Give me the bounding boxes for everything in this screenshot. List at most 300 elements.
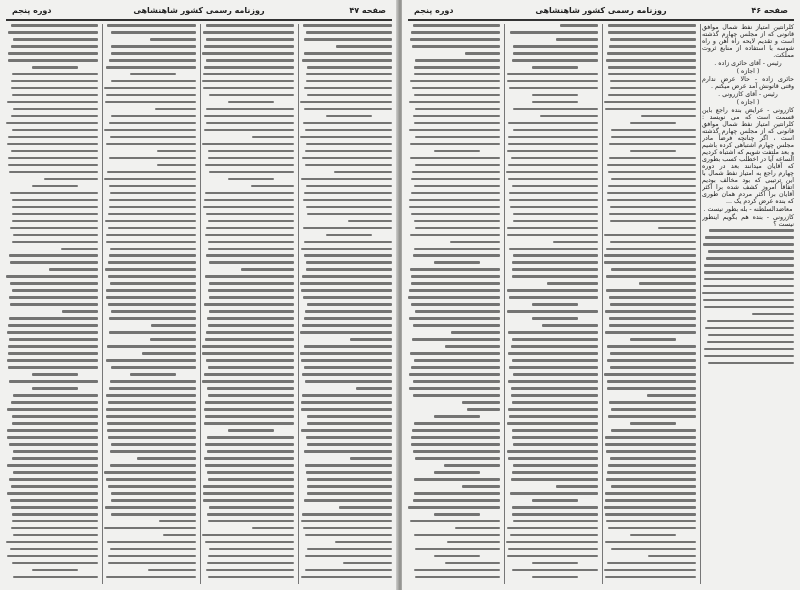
- text-line: [109, 206, 196, 209]
- text-line: [204, 129, 294, 132]
- text-line: [302, 324, 392, 327]
- text-line: [7, 143, 98, 146]
- text-line: [150, 338, 196, 341]
- text-line: [11, 506, 98, 509]
- text-line: [639, 282, 696, 285]
- text-line: [607, 471, 696, 474]
- text-line: [335, 541, 392, 544]
- text-column: [104, 24, 196, 584]
- text-line: [350, 457, 392, 460]
- text-line: [409, 199, 500, 202]
- text-line: [302, 373, 392, 376]
- text-line: [44, 178, 98, 181]
- text-line: [11, 401, 98, 404]
- text-line: [208, 478, 294, 481]
- text-line: [532, 562, 578, 565]
- text-line: [203, 206, 294, 209]
- text-line: [513, 254, 598, 257]
- text-line: [704, 355, 794, 358]
- header-rule: [6, 19, 392, 21]
- text-line: [608, 171, 696, 174]
- text-line: [10, 227, 98, 230]
- text-line: [206, 359, 294, 362]
- text-line: [204, 115, 294, 118]
- text-line: [301, 248, 392, 251]
- text-line: [604, 506, 696, 509]
- session-label: دوره پنجم: [12, 6, 52, 15]
- text-line: [306, 268, 392, 271]
- text-line: [547, 282, 598, 285]
- text-line: [605, 310, 696, 313]
- text-line: [206, 108, 294, 111]
- text-line: [307, 492, 392, 495]
- text-line: [303, 122, 392, 125]
- text-line: [228, 429, 274, 432]
- text-line: [12, 289, 98, 292]
- text-line: [507, 234, 598, 237]
- text-line: [304, 499, 392, 502]
- text-line: [705, 327, 794, 330]
- text-line: [444, 464, 500, 467]
- text-column: [408, 24, 500, 584]
- text-line: [606, 478, 696, 481]
- text-line: [110, 464, 196, 467]
- text-line: [513, 129, 598, 132]
- text-line: [108, 401, 196, 404]
- text-line: [607, 359, 696, 362]
- text-line: [111, 499, 196, 502]
- text-line: [301, 408, 392, 411]
- text-line: [508, 143, 598, 146]
- text-line: [7, 555, 98, 558]
- text-line: [205, 464, 294, 467]
- text-line: [9, 338, 98, 341]
- text-line: [206, 59, 294, 62]
- text-line: [412, 171, 500, 174]
- text-line: [9, 254, 98, 257]
- text-line: [205, 415, 294, 418]
- text-line: [607, 387, 696, 390]
- text-line: [512, 275, 598, 278]
- text-line: [8, 136, 98, 139]
- text-line: [208, 394, 294, 397]
- text-line: [203, 485, 294, 488]
- text-line: [302, 59, 392, 62]
- text-line: [12, 73, 98, 76]
- text-line: [301, 576, 392, 579]
- text-line: [611, 136, 696, 139]
- text-line: [307, 94, 392, 97]
- text-line: [208, 520, 294, 523]
- text-line: [607, 52, 696, 55]
- column-divider: [200, 24, 201, 584]
- text-line: [414, 94, 500, 97]
- text-line: [208, 150, 294, 153]
- text-line: [445, 345, 500, 348]
- text-line: [334, 171, 392, 174]
- text-column: [202, 24, 294, 584]
- text-line: [205, 234, 294, 237]
- text-line: [606, 450, 696, 453]
- text-line: [206, 24, 294, 27]
- text-line: [209, 506, 294, 509]
- text-lines: [702, 229, 794, 364]
- text-line: [707, 320, 794, 323]
- text-line: [609, 157, 696, 160]
- text-line: [208, 248, 294, 251]
- text-line: [300, 331, 392, 334]
- text-line: [409, 289, 501, 292]
- text-line: [12, 415, 98, 418]
- text-line: [307, 443, 392, 446]
- text-line: [207, 562, 294, 565]
- text-line: [708, 334, 794, 337]
- text-line: [106, 94, 196, 97]
- text-line: [607, 199, 696, 202]
- text-line: [302, 275, 392, 278]
- page-header: [6, 6, 392, 20]
- text-line: [12, 220, 98, 223]
- text-line: [110, 450, 196, 453]
- text-line: [410, 80, 500, 83]
- text-line: [12, 520, 98, 523]
- text-line: [409, 129, 500, 132]
- text-line: [108, 562, 196, 565]
- text-line: [451, 331, 500, 334]
- text-line: [12, 206, 98, 209]
- text-line: [304, 254, 392, 257]
- text-line: [111, 443, 196, 446]
- text-line: [9, 296, 98, 299]
- text-line: [305, 150, 392, 153]
- text-line: [11, 45, 98, 48]
- text-line: [110, 248, 196, 251]
- text-line: [414, 122, 500, 125]
- text-line: [412, 429, 500, 432]
- text-line: [209, 282, 294, 285]
- text-line: [512, 506, 598, 509]
- text-line: [410, 234, 500, 237]
- text-line: [305, 555, 392, 558]
- text-line: [630, 122, 676, 125]
- text-line: [108, 261, 196, 264]
- text-line: [208, 289, 294, 292]
- text-line: [412, 45, 500, 48]
- text-line: [301, 520, 392, 523]
- text-line: [411, 436, 500, 439]
- text-line: [13, 234, 98, 237]
- text-line: [607, 164, 696, 167]
- text-line: [604, 101, 696, 104]
- text-line: [32, 66, 78, 69]
- text-line: [110, 548, 196, 551]
- text-line: [306, 31, 392, 34]
- text-line: [610, 366, 696, 369]
- text-line: [302, 157, 392, 160]
- speaker-line: رئیس - آقای کازرونی .: [718, 91, 778, 98]
- text-line: [326, 115, 372, 118]
- text-line: [508, 164, 598, 167]
- text-line: [415, 108, 500, 111]
- text-line: [109, 122, 196, 125]
- text-line: [109, 59, 196, 62]
- text-line: [204, 199, 294, 202]
- text-line: [455, 527, 501, 530]
- right-page: [402, 0, 800, 590]
- text-line: [508, 380, 598, 383]
- text-line: [306, 471, 392, 474]
- text-line: [607, 345, 696, 348]
- text-line: [107, 171, 196, 174]
- text-line: [300, 282, 392, 285]
- text-column: [300, 24, 392, 584]
- text-line: [159, 520, 196, 523]
- text-line: [511, 394, 598, 397]
- text-line: [462, 401, 500, 404]
- text-line: [556, 485, 598, 488]
- text-line: [111, 45, 196, 48]
- text-line: [307, 303, 392, 306]
- text-line: [413, 450, 500, 453]
- text-line: [107, 24, 197, 27]
- text-line: [609, 317, 696, 320]
- text-line: [108, 555, 196, 558]
- text-line: [412, 338, 500, 341]
- text-line: [707, 341, 794, 344]
- text-line: [12, 457, 98, 460]
- text-line: [609, 143, 696, 146]
- newspaper-title: روزنامه رسمی کشور شاهنشاهی: [535, 6, 667, 15]
- text-line: [9, 317, 98, 320]
- text-line: [412, 87, 500, 90]
- text-line: [414, 478, 500, 481]
- text-line: [553, 241, 598, 244]
- text-line: [415, 310, 500, 313]
- text-line: [8, 31, 98, 34]
- text-line: [300, 352, 392, 355]
- text-line: [506, 171, 598, 174]
- text-line: [512, 338, 598, 341]
- text-line: [306, 206, 392, 209]
- text-line: [301, 429, 392, 432]
- text-line: [411, 192, 500, 195]
- text-line: [306, 185, 392, 188]
- session-label: دوره پنجم: [414, 6, 454, 15]
- text-line: [608, 94, 696, 97]
- text-line: [304, 38, 392, 41]
- text-line: [507, 80, 598, 83]
- text-line: [467, 408, 500, 411]
- text-line: [111, 31, 196, 34]
- text-line: [203, 492, 294, 495]
- text-line: [507, 450, 598, 453]
- text-line: [611, 485, 696, 488]
- text-line: [605, 492, 696, 495]
- text-line: [511, 345, 598, 348]
- text-line: [413, 394, 500, 397]
- text-line: [605, 443, 696, 446]
- text-line: [509, 192, 598, 195]
- text-line: [307, 478, 392, 481]
- text-line: [434, 150, 480, 153]
- text-line: [305, 164, 392, 167]
- text-line: [513, 373, 598, 376]
- text-line: [630, 150, 676, 153]
- text-line: [105, 220, 196, 223]
- text-line: [306, 143, 392, 146]
- text-column: [506, 24, 598, 584]
- text-line: [513, 464, 598, 467]
- text-line: [207, 513, 294, 516]
- text-line: [206, 331, 294, 334]
- text-line: [307, 415, 392, 418]
- text-line: [111, 310, 196, 313]
- text-line: [8, 157, 98, 160]
- text-line: [305, 534, 392, 537]
- text-line: [709, 229, 794, 232]
- text-line: [658, 227, 696, 230]
- text-line: [411, 178, 500, 181]
- text-line: [12, 199, 98, 202]
- text-line: [12, 213, 98, 216]
- text-line: [111, 52, 196, 55]
- text-line: [704, 348, 794, 351]
- text-line: [410, 38, 500, 41]
- text-line: [414, 248, 500, 251]
- text-line: [13, 471, 98, 474]
- text-line: [434, 471, 480, 474]
- text-line: [510, 206, 598, 209]
- text-line: [609, 296, 696, 299]
- text-line: [409, 101, 500, 104]
- text-column: [604, 24, 696, 584]
- text-line: [206, 213, 294, 216]
- text-line: [10, 548, 98, 551]
- text-line: [303, 24, 392, 27]
- text-line: [411, 443, 500, 446]
- text-line: [228, 101, 274, 104]
- permission-line: ( اجازه ): [736, 99, 760, 106]
- text-line: [604, 569, 696, 572]
- column-divider: [504, 24, 505, 584]
- text-line: [415, 457, 500, 460]
- text-line: [108, 485, 196, 488]
- text-line: [413, 115, 500, 118]
- text-line: [410, 143, 500, 146]
- text-line: [111, 80, 196, 83]
- text-line: [208, 241, 294, 244]
- paragraph: کازرونی - بنده هم بگویم اینطور نیست ؟: [702, 214, 794, 228]
- column-divider: [602, 24, 603, 584]
- text-line: [647, 394, 696, 397]
- text-line: [207, 450, 295, 453]
- text-line: [609, 324, 696, 327]
- text-line: [512, 436, 598, 439]
- text-line: [208, 555, 294, 558]
- text-line: [508, 122, 598, 125]
- text-line: [630, 422, 676, 425]
- text-line: [410, 268, 500, 271]
- text-line: [305, 380, 392, 383]
- text-line: [356, 387, 392, 390]
- text-line: [611, 178, 696, 181]
- text-line: [409, 206, 500, 209]
- text-line: [509, 199, 598, 202]
- text-line: [8, 59, 98, 62]
- text-line: [306, 80, 392, 83]
- text-line: [204, 45, 294, 48]
- text-line: [228, 178, 274, 181]
- page-number: صفحه ۴۷: [349, 6, 386, 15]
- text-line: [304, 450, 392, 453]
- text-line: [12, 241, 98, 244]
- text-line: [414, 185, 500, 188]
- text-line: [8, 164, 98, 167]
- text-line: [512, 359, 598, 362]
- text-line: [10, 261, 98, 264]
- text-line: [513, 45, 598, 48]
- text-line: [252, 527, 294, 530]
- text-line: [507, 150, 598, 153]
- text-line: [204, 373, 294, 376]
- text-line: [208, 324, 294, 327]
- text-line: [348, 220, 392, 223]
- text-line: [203, 73, 294, 76]
- text-line: [608, 464, 696, 467]
- paragraph: حائری زاده - حالا عرض ندارم وقتی قانونش آمد عرض میکنم .: [702, 76, 794, 90]
- text-line: [510, 492, 598, 495]
- text-line: [415, 548, 500, 551]
- text-line: [305, 569, 392, 572]
- left-page: [0, 0, 398, 590]
- text-line: [204, 66, 294, 69]
- text-line: [13, 534, 98, 537]
- text-line: [513, 213, 598, 216]
- text-line: [434, 555, 480, 558]
- text-line: [560, 24, 598, 27]
- text-line: [607, 192, 696, 195]
- text-line: [609, 401, 696, 404]
- text-line: [111, 513, 196, 516]
- text-line: [303, 527, 392, 530]
- text-line: [12, 513, 98, 516]
- text-line: [106, 408, 196, 411]
- text-line: [608, 527, 696, 530]
- text-line: [532, 101, 578, 104]
- text-line: [104, 129, 196, 132]
- text-line: [434, 513, 480, 516]
- text-line: [163, 534, 196, 537]
- text-line: [509, 366, 599, 369]
- text-line: [7, 408, 98, 411]
- speaker-line: معاضدالسلطنه - بله بطور نیست .: [703, 206, 793, 213]
- text-line: [204, 457, 294, 460]
- text-line: [704, 271, 794, 274]
- text-line: [509, 296, 598, 299]
- text-line: [241, 268, 294, 271]
- text-line: [605, 576, 696, 579]
- text-line: [608, 24, 696, 27]
- text-line: [106, 289, 196, 292]
- text-line: [508, 136, 598, 139]
- text-line: [107, 429, 196, 432]
- text-line: [11, 150, 98, 153]
- text-line: [11, 87, 98, 90]
- text-line: [109, 254, 196, 257]
- text-line: [300, 101, 392, 104]
- text-line: [630, 534, 676, 537]
- text-line: [611, 429, 696, 432]
